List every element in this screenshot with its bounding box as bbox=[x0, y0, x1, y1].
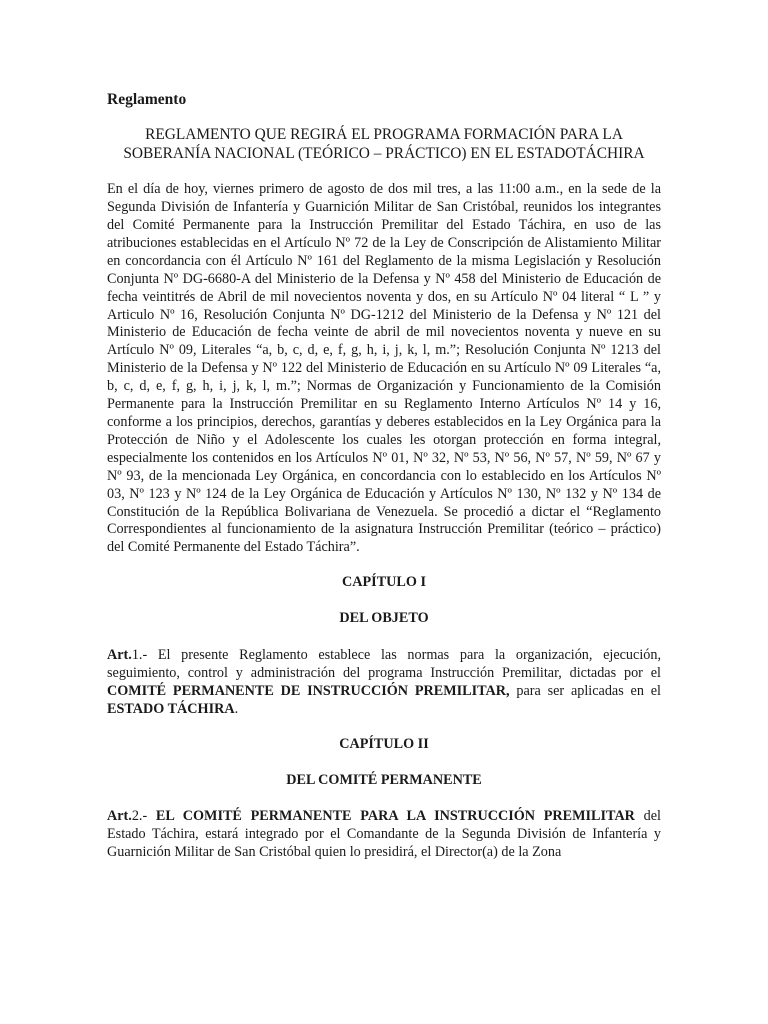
article-2-prefix: Art. bbox=[107, 808, 132, 825]
article-2-committee: EL COMITÉ PERMANENTE PARA LA INSTRUCCIÓN PREMILITAR bbox=[147, 808, 635, 825]
chapter-1-subtitle: DEL OBJETO bbox=[339, 610, 429, 627]
article-1-text-c: . bbox=[234, 700, 239, 717]
article-2-number: 2.- bbox=[131, 808, 148, 825]
document-page bbox=[107, 90, 661, 862]
intro-paragraph: En el día de hoy, viernes primero de agosto de dos mil tres, a las 11:00 a.m., en la sede de la Segunda División de Infantería y Guarnición Militar de San Cristóbal, reunidos los integrantes del Comité Permanente para la Instrucción Premilitar del Estado Táchira, en uso de las atribuciones establecidas en el Artículo Nº 72 de la Ley de Conscripción de Alistamiento Militar en concordancia con él Artículo Nº 161 del Reglamento de la misma Legislación y Resolución Conjunta Nº DG-6680-A del Ministerio de la Defensa y Nº 458 del Ministerio de Educación de fecha veintitrés de Abril de mil novecientos noventa y dos, en su Artículo Nº 04 literal “ L ” y Articulo Nº 16, Resolución Conjunta Nº DG-1212 del Ministerio de la Defensa y Nº 121 del Ministerio de Educación de fecha veinte de abril de mil novecientos noventa y nueve en su Artículo Nº 09, Literales “a, b, c, d, e, f, g, h, i, j, k, l, m.”; Resolución Conjunta Nº 1213 del Ministerio de la Defensa y Nº 122 del Ministerio de Educación en su Artículo Nº 09 Literales “a, b, c, d, e, f, g, h, i, j, k, l, m.”; Normas de Organización y Funcionamiento de la Comisión Permanente para la Instrucción Premilitar en su Reglamento Interno Artículos Nº 14 y 16, conforme a los principios, derechos, garantías y deberes establecidos en la Ley Orgánica para la Protección de Niño y el Adolescente los cuales les otorgan protección en forma integral, especialmente los contenidos en los Artículos Nº 01, Nº 32, Nº 53, Nº 56, Nº 57, Nº 59, Nº 67 y Nº 93, de la mencionada Ley Orgánica, en concordancia con lo establecido en los Artículos Nº 03, Nº 123 y Nº 124 de la Ley Orgánica de Educación y Artículos Nº 130, Nº 132 y Nº 134 de Constitución de la República Bolivariana de Venezuela. Se procedió a dictar el “Reglamento Correspondientes al funcionamiento de la asignatura Instrucción Premilitar (teórico – práctico) del Comité Permanente del Estado Táchira”. bbox=[107, 181, 661, 556]
article-1-text-b: para ser aplicadas en el bbox=[509, 682, 661, 699]
article-2 bbox=[107, 808, 661, 862]
article-1-text-a: El presente Reglamento establece las normas para la organización, ejecución, seguimiento, control y administración del programa Instrucción Premilitar, dictadas por el bbox=[107, 647, 661, 681]
article-1-prefix: Art. bbox=[107, 647, 132, 664]
article-1-number: 1.- bbox=[131, 647, 148, 664]
article-1-committee: COMITÉ PERMANENTE DE INSTRUCCIÓN PREMILITAR, bbox=[107, 682, 510, 699]
article-2-text-a: del Estado Táchira, estará integrado por el Comandante de la Segunda División de Infantería y Guarnición Militar de San Cristóbal quien lo presidirá, el Director(a) de la Zona bbox=[107, 808, 661, 861]
chapter-2-subtitle: DEL COMITÉ PERMANENTE bbox=[286, 771, 482, 788]
chapter-2-label: CAPÍTULO II bbox=[339, 735, 429, 752]
regulation-title: REGLAMENTO QUE REGIRÁ EL PROGRAMA FORMACIÓN PARA LA SOBERANÍA NACIONAL (TEÓRICO – PRÁCTICO) EN EL ESTADOTÁCHIRA bbox=[123, 126, 645, 162]
article-1 bbox=[107, 647, 661, 719]
document-heading: Reglamento bbox=[107, 91, 187, 108]
article-1-state: ESTADO TÁCHIRA bbox=[107, 700, 235, 717]
chapter-1-label: CAPÍTULO I bbox=[342, 574, 426, 591]
